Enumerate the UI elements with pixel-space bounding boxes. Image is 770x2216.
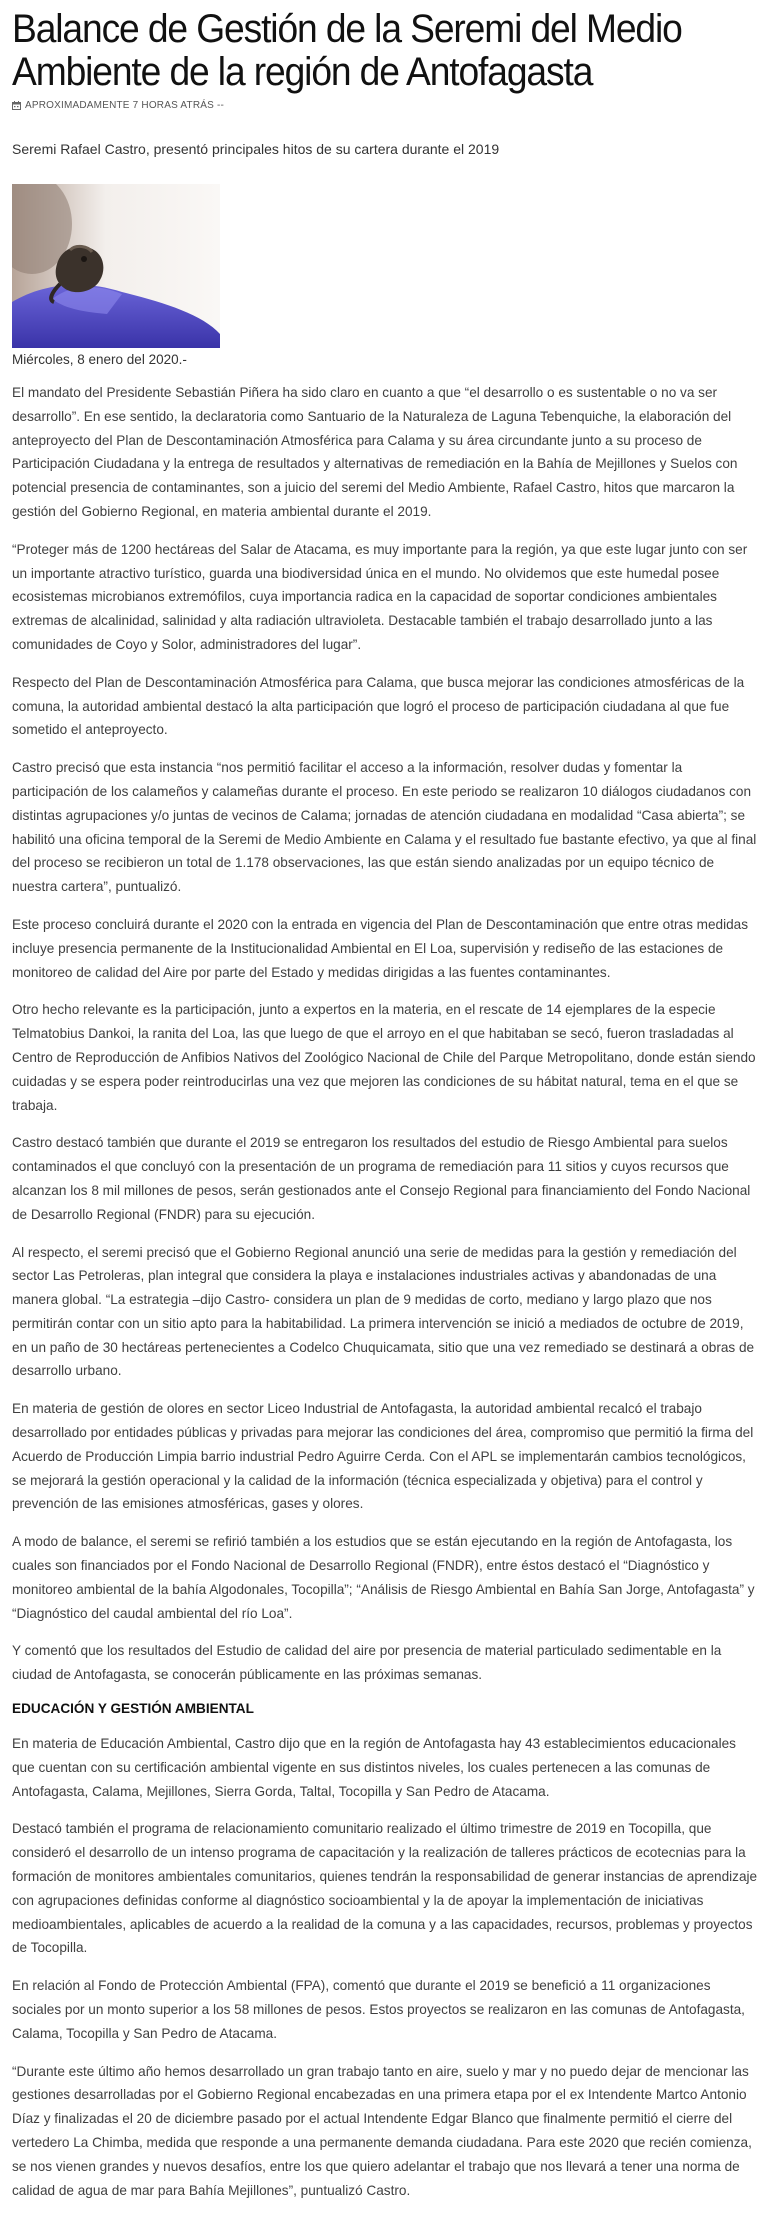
publish-time: APROXIMADAMENTE 7 HORAS ATRÁS -- [25, 100, 225, 111]
article-date: Miércoles, 8 enero del 2020.- [12, 352, 187, 367]
article-meta [12, 100, 758, 111]
paragraph: Respecto del Plan de Descontaminación Atmosférica para Calama, que busca mejorar las condiciones atmosféricas de la comuna, la autoridad ambiental destacó la alta participación que logró el proceso de participación ciudadana al que fue sometido el anteproyecto. [12, 674, 745, 738]
section-heading: EDUCACIÓN Y GESTIÓN AMBIENTAL [12, 1701, 254, 1717]
paragraph: “Proteger más de 1200 hectáreas del Salar de Atacama, es muy importante para la región, ya que este lugar junto con ser un importante atractivo turístico, guarda una biodiversidad única en el mundo. No olvidemos que este humedal posee ecosistemas microbianos extremófilos, cuya importancia radica en la capacidad de soportar condiciones ambientales extremas de alcalinidad, salinidad y alta radiación ultravioleta. Destacable también el trabajo desarrollado junto a las comunidades de Coyo y Solor, administradores del lugar”. [12, 541, 748, 652]
article-photo [12, 184, 220, 348]
calendar-icon [12, 101, 21, 110]
paragraph: Destacó también el programa de relacionamiento comunitario realizado el último trimestre de 2019 en Tocopilla, que consideró el desarrollo de un intenso programa de capacitación y la realización de talleres prácticos de ecotecnias para la formación de monitores ambientales comunitarios, quienes tendrán la responsabilidad de generar instancias de aprendizaje con agrupaciones definidas conforme al diagnóstico socioambiental y la de apoyar la implementación de iniciativas medioambientales, aplicables de acuerdo a la realidad de la comuna y a las capacidades, recursos, problemas y proyectos de Tocopilla. [12, 1821, 758, 1956]
paragraph: El mandato del Presidente Sebastián Piñera ha sido claro en cuanto a que “el desarrollo o es sustentable o no va ser desarrollo”. En ese sentido, la declaratoria como Santuario de la Naturaleza de Laguna Tebenquiche, la elaboración del anteproyecto del Plan de Descontaminación Atmosférica para Calama y su área circundante junto a su proceso de Participación Ciudadana y la entrega de resultados y alternativas de remediación en la Bahía de Mejillones y Suelos con potencial presencia de contaminantes, son a juicio del seremi del Medio Ambiente, Rafael Castro, hitos que marcaron la gestión del Gobierno Regional, en materia ambiental durante el 2019. [12, 385, 738, 519]
paragraph: Otro hecho relevante es la participación, junto a expertos en la materia, en el rescate de 14 ejemplares de la especie Telmatobius Dankoi, la ranita del Loa, las que luego de que el arroyo en el que habitaban se secó, fueron trasladadas al Centro de Reproducción de Anfibios Nativos del Zoológico Nacional de Chile del Parque Metropolitano, donde están siendo cuidadas y se espera poder reintroducirlas una vez que mejoren las condiciones de su hábitat natural, tema en el que se trabaja. [12, 1002, 756, 1113]
paragraph: En materia de gestión de olores en sector Liceo Industrial de Antofagasta, la autoridad ambiental recalcó el trabajo desarrollado por entidades públicas y privadas para mejorar las condiciones del área, compromiso que permitió la firma del Acuerdo de Producción Limpia barrio industrial Pedro Aguirre Cerda. Con el APL se implementarán cambios tecnológicos, se mejorará la gestión operacional y la calidad de la información (técnica especializada y objetiva) para el control y prevención de las emisiones atmosféricas, gases y olores. [12, 1401, 754, 1512]
paragraph: Y comentó que los resultados del Estudio de calidad del aire por presencia de material particulado sedimentable en la ciudad de Antofagasta, se conocerán públicamente en las próximas semanas. [12, 1643, 722, 1683]
paragraph: “Durante este último año hemos desarrollado un gran trabajo tanto en aire, suelo y mar y no puedo dejar de mencionar las gestiones desarrolladas por el Gobierno Regional encabezadas en una primera etapa por el ex Intendente Martco Antonio Díaz y finalizadas el 20 de diciembre pasado por el actual Intendente Edgar Blanco que finalmente permitió el cierre del vertedero La Chimba, medida que responde a una permanente demanda ciudadana. Para este 2020 que recién comienza, se nos vienen grandes y nuevos desafíos, entre los que quiero adelantar el trabajo que nos llevará a tener una norma de calidad de agua de mar para Bahía Mejillones”, puntualizó Castro. [12, 2063, 752, 2198]
paragraph: Al respecto, el seremi precisó que el Gobierno Regional anunció una serie de medidas para la gestión y remediación del sector Las Petroleras, plan integral que considera la playa e instalaciones industriales activas y abandonadas de una manera global. “La estrategia –dijo Castro- considera un plan de 9 medidas de corto, mediano y largo plazo que nos permitirán contar con un sitio apto para la habitabilidad. La primera intervención se inició a mediados de octubre de 2019, en un paño de 30 hectáreas pertenecientes a Codelco Chuquicamata, sitio que una vez remediado se destinará a obras de desarrollo urbano. [12, 1244, 755, 1379]
article-lead: Seremi Rafael Castro, presentó principales hitos de su cartera durante el 2019 [12, 141, 500, 157]
paragraph: En relación al Fondo de Protección Ambiental (FPA), comentó que durante el 2019 se benefició a 11 organizaciones sociales por un monto superior a los 58 millones de pesos. Estos proyectos se realizaron en las comunas de Antofagasta, Calama, Tocopilla y San Pedro de Atacama. [12, 1978, 745, 2041]
paragraph: Castro precisó que esta instancia “nos permitió facilitar el acceso a la información, resolver dudas y fomentar la participación de los calameños y calameñas durante el proceso. En este periodo se realizaron 10 diálogos ciudadanos con distintas agrupaciones y/o juntas de vecinos de Calama; jornadas de atención ciudadana en modalidad “Casa abierta”; se habilitó una oficina temporal de la Seremi de Medio Ambiente en Calama y el resultado fue bastante efectivo, ya que al final del proceso se recibieron un total de 1.178 observaciones, las que están siendo analizadas por un equipo técnico de nuestra cartera”, puntualizó. [12, 760, 757, 895]
paragraph: Castro destacó también que durante el 2019 se entregaron los resultados del estudio de Riesgo Ambiental para suelos contaminados el que concluyó con la presentación de un programa de remediación para 11 sitios y cuyos recursos que alcanzan los 8 mil millones de pesos, serán gestionados ante el Consejo Regional para financiamiento del Fondo Nacional de Desarrollo Regional (FNDR) para su ejecución. [12, 1135, 751, 1222]
paragraph: Este proceso concluirá durante el 2020 con la entrada en vigencia del Plan de Descontaminación que entre otras medidas incluye presencia permanente de la Institucionalidad Ambiental en El Loa, supervisión y rediseño de las estaciones de monitoreo de calidad del Aire por parte del Estado y medidas dirigidas a las fuentes contaminantes. [12, 916, 749, 980]
paragraph: En materia de Educación Ambiental, Castro dijo que en la región de Antofagasta hay 43 establecimientos educacionales que cuentan con su certificación ambiental vigente en sus distintos niveles, los cuales pertenecen a las comunas de Antofagasta, Calama, Mejillones, Sierra Gorda, Taltal, Tocopilla y San Pedro de Atacama. [12, 1736, 736, 1799]
article-title: Balance de Gestión de la Seremi del Medio Ambiente de la región de Antofagasta [12, 7, 682, 94]
paragraph: A modo de balance, el seremi se refirió también a los estudios que se están ejecutando en la región de Antofagasta, los cuales son financiados por el Fondo Nacional de Desarrollo Regional (FNDR), entre éstos destacó el “Diagnóstico y monitoreo ambiental de la bahía Algodonales, Tocopilla”; “Análisis de Riesgo Ambiental en Bahía San Jorge, Antofagasta” y “Diagnóstico del caudal ambiental del río Loa”. [12, 1534, 755, 1621]
